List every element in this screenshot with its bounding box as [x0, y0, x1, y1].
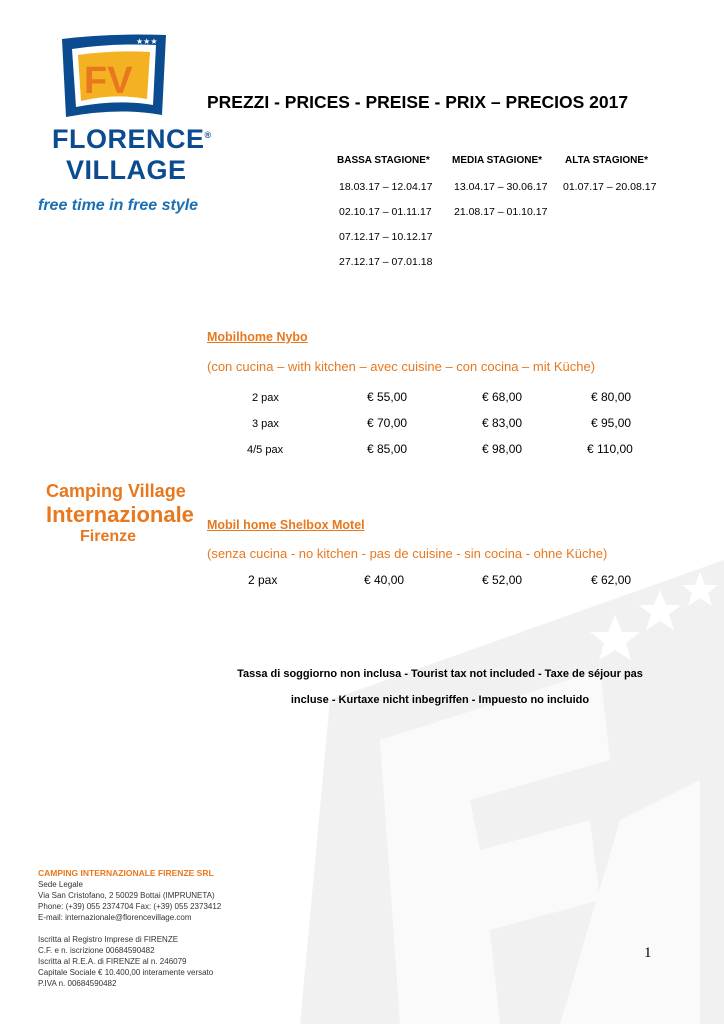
tax-note-line1: Tassa di soggiorno non inclusa - Tourist tax not included - Taxe de séjour pas [237, 668, 643, 680]
camping-name-line1: Camping Village [46, 481, 186, 501]
footer-line: Via San Cristofano, 2 50029 Bottai (IMPRUNETA) [38, 891, 215, 900]
season-date-alta: 01.07.17 – 20.08.17 [563, 181, 657, 193]
shelbox-price-alta: € 62,00 [591, 573, 632, 587]
footer-company: CAMPING INTERNAZIONALE FIRENZE SRL [38, 868, 214, 878]
tax-note-line2: incluse - Kurtaxe nicht inbegriffen - Impuesto no incluido [290, 694, 590, 706]
nybo-price-bassa: € 55,00 [367, 390, 408, 404]
shelbox-price-bassa: € 40,00 [364, 573, 405, 587]
nybo-price-bassa: € 70,00 [367, 416, 408, 430]
brand-name-line1: FLORENCE® [52, 124, 212, 154]
nybo-pax: 2 pax [252, 392, 279, 404]
camping-name-line2: Internazionale [46, 502, 194, 527]
season-date-bassa: 27.12.17 – 07.01.18 [339, 256, 433, 268]
footer-line: Iscritta al Registro Imprese di FIRENZE [38, 935, 179, 944]
shelbox-price-media: € 52,00 [482, 573, 523, 587]
season-header-alta: ALTA STAGIONE* [565, 155, 648, 166]
nybo-price-bassa: € 85,00 [367, 442, 408, 456]
logo-letters: FV [84, 60, 133, 102]
page-title: PREZZI - PRICES - PREISE - PRIX – PRECIOS 2017 [207, 92, 629, 112]
shelbox-pax: 2 pax [248, 573, 278, 587]
footer-line: Phone: (+39) 055 2374704 Fax: (+39) 055 2373412 [38, 902, 222, 911]
season-header-bassa: BASSA STAGIONE* [337, 155, 430, 166]
brand-tagline: free time in free style [38, 197, 199, 214]
nybo-title: Mobilhome Nybo [207, 330, 308, 344]
season-header-media: MEDIA STAGIONE* [452, 155, 543, 166]
nybo-price-media: € 98,00 [482, 442, 523, 456]
brand-name-line2: VILLAGE [66, 155, 187, 185]
footer-line: C.F. e n. iscrizione 00684590482 [38, 946, 155, 955]
nybo-price-media: € 83,00 [482, 416, 523, 430]
nybo-price-alta: € 80,00 [591, 390, 632, 404]
nybo-pax: 3 pax [252, 418, 279, 430]
season-date-bassa: 02.10.17 – 01.11.17 [339, 206, 432, 218]
nybo-description: (con cucina – with kitchen – avec cuisine – con cocina – mit Küche) [207, 359, 596, 374]
page-number: 1 [644, 945, 652, 961]
footer-line: Sede Legale [38, 880, 83, 889]
footer-line: Iscritta al R.E.A. di FIRENZE al n. 246079 [38, 957, 187, 966]
shelbox-description: (senza cucina - no kitchen - pas de cuisine - sin cocina - ohne Küche) [207, 546, 608, 561]
nybo-price-media: € 68,00 [482, 390, 523, 404]
shelbox-title: Mobil home Shelbox Motel [207, 518, 365, 532]
season-date-bassa: 18.03.17 – 12.04.17 [339, 181, 433, 193]
footer-line: P.IVA n. 00684590482 [38, 979, 117, 988]
footer-line: Capitale Sociale € 10.400,00 interamente versato [38, 968, 214, 977]
footer-line: E-mail: internazionale@florencevillage.com [38, 913, 192, 922]
florence-village-logo [58, 33, 170, 121]
season-date-media: 13.04.17 – 30.06.17 [454, 181, 548, 193]
camping-name-line3: Firenze [80, 528, 137, 545]
nybo-price-alta: € 95,00 [591, 416, 632, 430]
nybo-pax: 4/5 pax [247, 444, 284, 456]
season-date-bassa: 07.12.17 – 10.12.17 [339, 231, 433, 243]
nybo-price-alta: € 110,00 [587, 442, 633, 456]
season-date-media: 21.08.17 – 01.10.17 [454, 206, 548, 218]
logo-stars: ★★★ [136, 37, 158, 46]
